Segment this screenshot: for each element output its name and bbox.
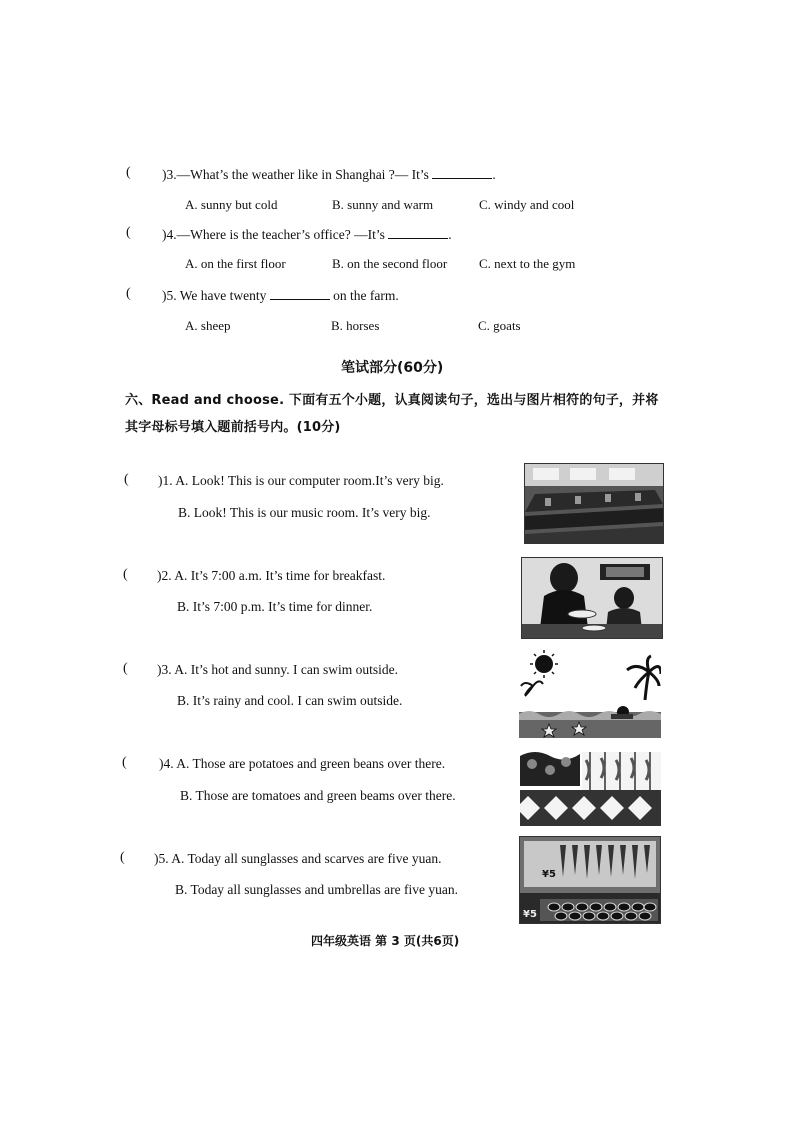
question-stem: )3.—What’s the weather like in Shanghai ?— It’s .	[162, 167, 496, 182]
vegetable-garden-photo	[520, 746, 661, 826]
answer-blank[interactable]	[432, 166, 492, 179]
option-b: B. on the second floor	[332, 256, 448, 271]
shop-display-photo	[519, 836, 661, 924]
answer-paren[interactable]: (	[126, 165, 131, 180]
option-a: )1. A. Look! This is our computer room.It’s very big.	[158, 473, 444, 488]
answer-blank[interactable]	[388, 226, 448, 239]
option-a: )2. A. It’s 7:00 a.m. It’s time for breakfast.	[157, 568, 386, 583]
option-a: A. sheep	[185, 318, 231, 333]
family-meal-photo	[521, 557, 663, 639]
option-a: )3. A. It’s hot and sunny. I can swim outside.	[157, 662, 398, 677]
price-tag-2: ¥5	[523, 909, 537, 920]
option-b: B. sunny and warm	[332, 197, 434, 212]
answer-paren[interactable]: (	[120, 850, 125, 865]
section-instruction-line2: 其字母标号填入题前括号内。(10分)	[125, 420, 341, 435]
option-c: C. goats	[478, 318, 521, 333]
option-a: A. on the first floor	[185, 256, 286, 271]
option-b: B. Today all sunglasses and umbrellas are five yuan.	[175, 882, 458, 897]
option-b: B. Those are tomatoes and green beams over there.	[180, 788, 456, 803]
answer-paren[interactable]: (	[126, 286, 131, 301]
answer-paren[interactable]: (	[123, 661, 128, 676]
question-stem: )4.—Where is the teacher’s office? —It’s .	[162, 227, 452, 242]
option-b: B. It’s rainy and cool. I can swim outside.	[177, 693, 403, 708]
option-b: B. horses	[331, 318, 380, 333]
page-footer: 四年级英语 第 3 页(共6页)	[311, 934, 460, 948]
beach-swim-photo	[519, 650, 661, 738]
answer-paren[interactable]: (	[126, 225, 131, 240]
option-a: )4. A. Those are potatoes and green beans over there.	[159, 756, 446, 771]
computer-room-photo	[524, 463, 664, 544]
answer-blank[interactable]	[270, 287, 330, 300]
answer-paren[interactable]: (	[123, 567, 128, 582]
section-title: 笔试部分(60分)	[341, 360, 444, 376]
price-tag-1: ¥5	[542, 869, 556, 880]
option-a: )5. A. Today all sunglasses and scarves are five yuan.	[154, 851, 442, 866]
option-b: B. Look! This is our music room. It’s very big.	[178, 505, 431, 520]
section-instruction-line1: 六、Read and choose. 下面有五个小题，认真阅读句子，选出与图片相符的句子，并将	[125, 393, 659, 408]
option-c: C. windy and cool	[479, 197, 575, 212]
question-stem: )5. We have twenty on the farm.	[162, 288, 399, 303]
option-c: C. next to the gym	[479, 256, 576, 271]
option-b: B. It’s 7:00 p.m. It’s time for dinner.	[177, 599, 373, 614]
answer-paren[interactable]: (	[122, 755, 127, 770]
option-a: A. sunny but cold	[185, 197, 278, 212]
answer-paren[interactable]: (	[124, 472, 129, 487]
